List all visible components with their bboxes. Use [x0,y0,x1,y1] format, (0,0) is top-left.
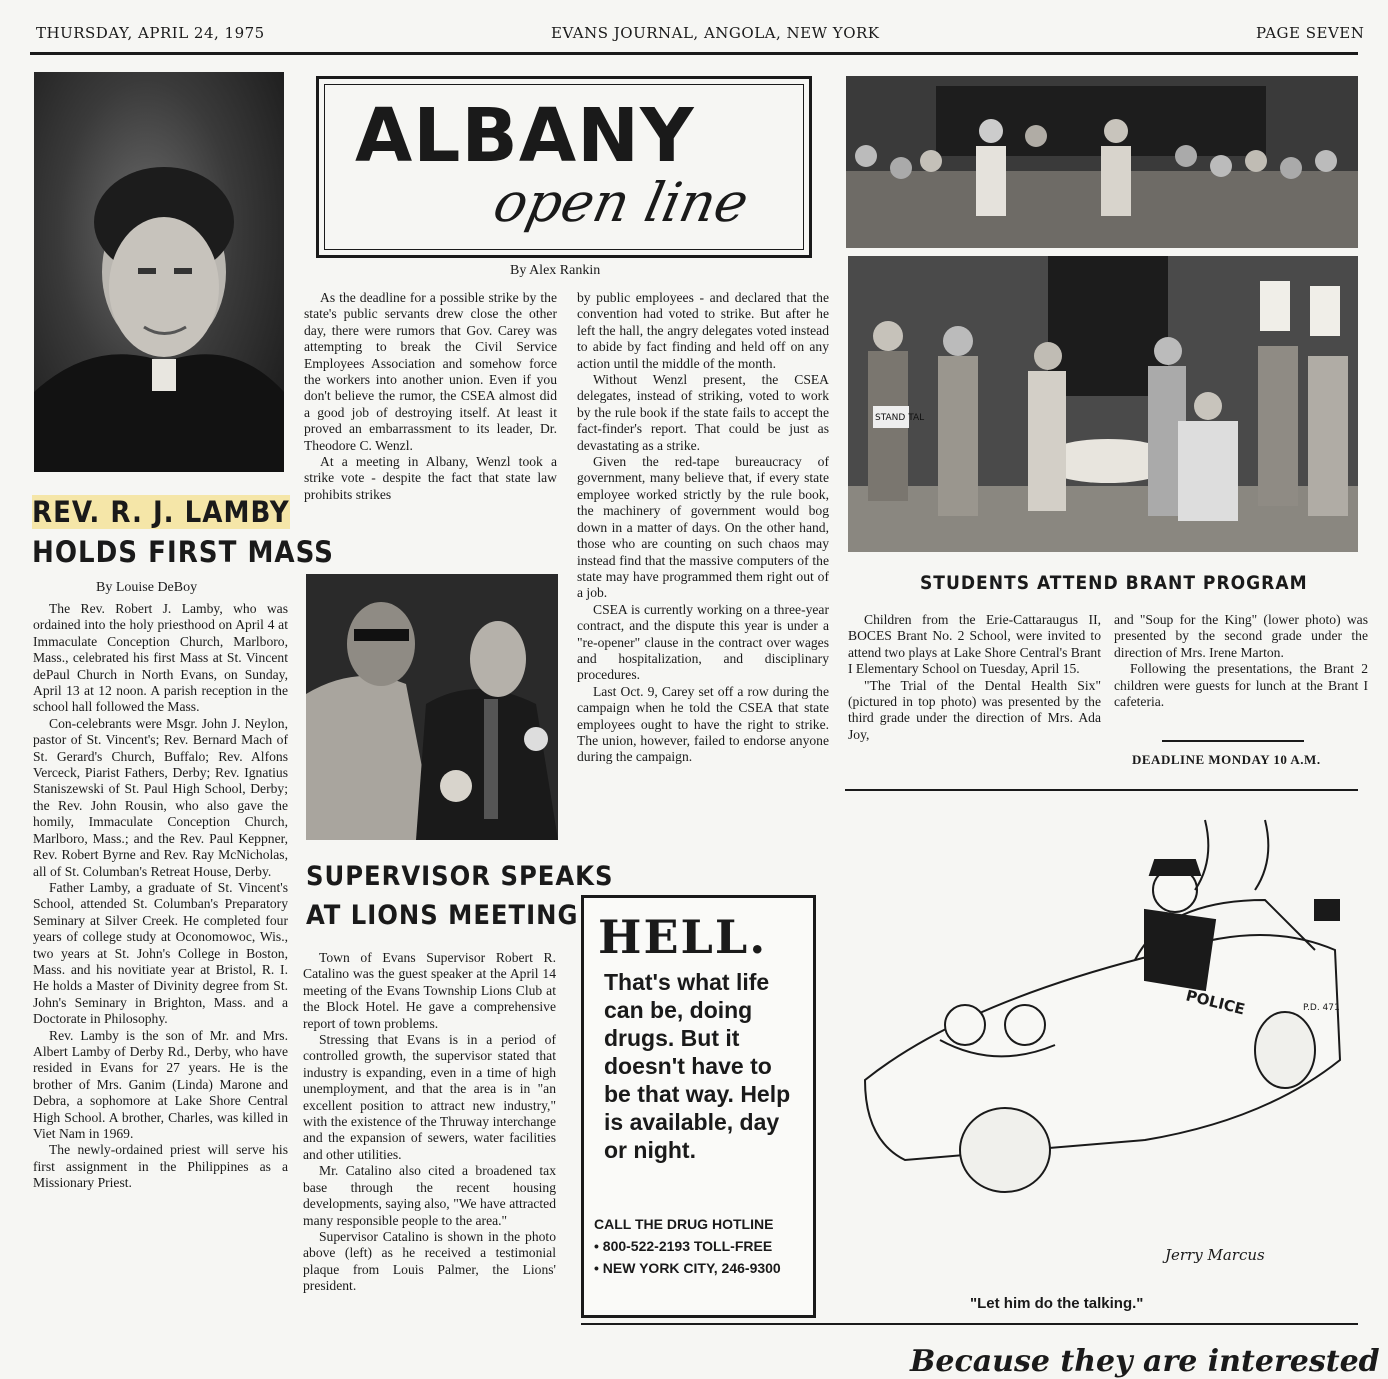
deadline-notice: DEADLINE MONDAY 10 A.M. [1132,752,1321,767]
footer-ad-headline: Because they are interested [910,1344,1380,1379]
ad-title: HELL. [598,910,768,964]
priest-photo [34,72,284,472]
lamby-headline-1 [32,494,290,530]
albany-paragraph: by public employees - and declared that the convention had voted to strike. But after he left the hall, the angry delegates voted instead to abide by fact finding and held off on any action until the middle of the month. [577,290,829,371]
cartoon-police-label: POLICE [1184,986,1247,1019]
ad-call-label: CALL THE DRUG HOTLINE [594,1216,774,1232]
brant-column-2 [1114,612,1368,710]
lions-photo [306,574,558,840]
lamby-byline: By Louise DeBoy [96,580,198,595]
albany-openline-logo [316,76,812,258]
albany-byline: By Alex Rankin [510,263,601,278]
lions-headline-2: AT LIONS MEETING [306,900,579,931]
drug-hotline-ad [581,895,816,1318]
brant-paragraph: "The Trial of the Dental Health Six" (pictured in top photo) was presented by the third grade under the direction of Mrs. Ada Joy, [848,677,1101,742]
deadline-rule [1162,740,1304,742]
lamby-paragraph: Father Lamby, a graduate of St. Vincent's School, attended St. Columban's Preparatory Seminary at Silver Creek. He completed four years of college study at Oconomowoc, Wis., two years at St. John's College in Boston, Mass. and his novitiate year at Bristol, R. I. He holds a Master of Divinity degree from St. John's Seminary in Brighton, Mass. and a Doctorate in Philosophy. [33,879,288,1027]
albany-paragraph: Last Oct. 9, Carey set off a row during the campaign when he told the CSEA that state employees ought to have the right to strike. The union, however, failed to endorse anyone during the campaign. [577,683,829,765]
lions-headline-1: SUPERVISOR SPEAKS [306,861,614,892]
albany-subtitle: open line [488,171,754,234]
albany-paragraph: At a meeting in Albany, Wenzl took a strike vote - despite the fact that state law prohibits strikes [304,454,557,502]
lamby-headline-1-text: REV. R. J. LAMBY [32,495,290,529]
lamby-paragraph: The Rev. Robert J. Lamby, who was ordained into the holy priesthood on April 4 at Immaculate Conception Church, Marlboro, Mass., celebrated his first Mass at St. Vincent dePaul Church in North Evans, on Sunday, April 13 at 12 noon. A parish reception in the school hall followed the Mass. [33,601,288,715]
brant-column-1 [848,612,1101,743]
masthead-paper: EVANS JOURNAL, ANGOLA, NEW YORK [551,24,880,42]
cartoon-top-rule [845,789,1358,791]
albany-paragraph: CSEA is currently working on a three-year contract, and the dispute this year is under a "re-opener" clause in the contract over wages and hospitalization, and disciplinary procedures. [577,601,829,683]
lions-paragraph: Stressing that Evans is in a period of controlled growth, the supervisor stated that industry is expanding, even in a time of high unemployment, and that the area is in "an excellent position to attract new industry," with the existence of the Thruway interchange and the expansion of sewers, water facilities and other utilities. [303,1032,556,1162]
cartoon-caption: "Let him do the talking." [970,1295,1144,1312]
police-cartoon [845,800,1355,1280]
bottom-rule [581,1323,1358,1325]
lamby-article [33,601,288,1192]
lions-paragraph: Supervisor Catalino is shown in the photo above (left) as he received a testimonial plaque from Louis Palmer, the Lions' president. [303,1228,556,1294]
brant-bottom-photo [848,256,1358,552]
albany-column-2 [577,290,829,766]
albany-column-1 [304,290,557,503]
lions-paragraph: Mr. Catalino also cited a broadened tax base through the recent housing developments, saying also, "We have attracted many responsible people to the area." [303,1163,556,1228]
lions-paragraph: Town of Evans Supervisor Robert R. Catalino was the guest speaker at the April 14 meeting of the Evans Township Lions Club at the Block Hotel. He gave a comprehensive report of town problems. [303,950,556,1031]
lions-article [303,950,556,1295]
brant-paragraph: Children from the Erie-Cattaraugus II, BOCES Brant No. 2 School, were invited to attend two plays at Lake Shore Central's Brant I Elementary School on Tuesday, April 15. [848,612,1101,677]
stand-sign-label: STAND TAL [875,413,925,423]
lamby-paragraph: Con-celebrants were Msgr. John J. Neylon, pastor of St. Vincent's; Rev. Bernard Mach of St. Gerard's Church, Buffalo; Rev. Alfons Verceck, Piarist Fathers, Derby; Rev. Ignatius Staniszewski of St. Paul High School, Derby; the Rev. John Rousin, who also gave the homily, Immaculate Conception Church, Marlboro, Mass.; and the Rev. Paul Keppner, Rev. Robert Byrne and Rev. Ray McNicholas, all of St. Columban's Retreat House, Derby. [33,715,288,879]
cartoon-signature: Jerry Marcus [1165,1246,1265,1264]
masthead-page: PAGE SEVEN [1256,24,1365,42]
lamby-paragraph: Rev. Lamby is the son of Mr. and Mrs. Albert Lamby of Derby Rd., Derby, who have resided in Evans for 27 years. He is the brother of Mrs. Ganim (Linda) Marone and Debra, a sophomore at Lake Shore Central High School. A brother, Charles, was killed in Viet Nam in 1969. [33,1027,288,1141]
albany-paragraph: Given the red-tape bureaucracy of government, many believe that, if every state employee worked strictly by the rule book, the machinery of government would bog down in a matter of days. On the other hand, those who are counting on such chaos may instead find that the massive computers of the state may have programmed them right out of a job. [577,454,829,601]
albany-title: ALBANY [355,93,695,179]
brant-paragraph: and "Soup for the King" (lower photo) was presented by the second grade under the direction of Mrs. Irene Marton. [1114,612,1368,660]
ad-body: That's what life can be, doing drugs. But it doesn't have to be that way. Help is available, day or night. [604,969,791,1163]
brant-top-photo [846,76,1358,248]
albany-paragraph: As the deadline for a possible strike by the state's public servants drew close the other day, there were rumors that Gov. Carey was attempting to break the Civil Service Employees Association and somehow force the workers into another union. Even if you don't believe the rumor, the CSEA almost did a good job of destroying itself. At least it proved an embarrassment to its leader, Dr. Theodore C. Wenzl. [304,290,557,453]
lamby-paragraph: The newly-ordained priest will serve his first assignment in the Philippines as a Missionary Priest. [33,1142,288,1191]
brant-headline: STUDENTS ATTEND BRANT PROGRAM [920,572,1308,594]
brant-paragraph: Following the presentations, the Brant 2 children were guests for lunch at the Brant I cafeteria. [1114,661,1368,710]
cartoon-plate: P.D. 471 [1303,1003,1340,1013]
ad-nyc-line: • NEW YORK CITY, 246-9300 [594,1260,781,1276]
masthead-date: THURSDAY, APRIL 24, 1975 [36,24,265,42]
lamby-headline-2: HOLDS FIRST MASS [32,535,334,569]
ad-tollfree-line: • 800-522-2193 TOLL-FREE [594,1238,773,1254]
masthead-rule [30,52,1358,55]
albany-paragraph: Without Wenzl present, the CSEA delegates, instead of striking, voted to work by the rule book if the state fails to accept the fact-finder's report. That could be just as devastating as a strike. [577,372,829,453]
